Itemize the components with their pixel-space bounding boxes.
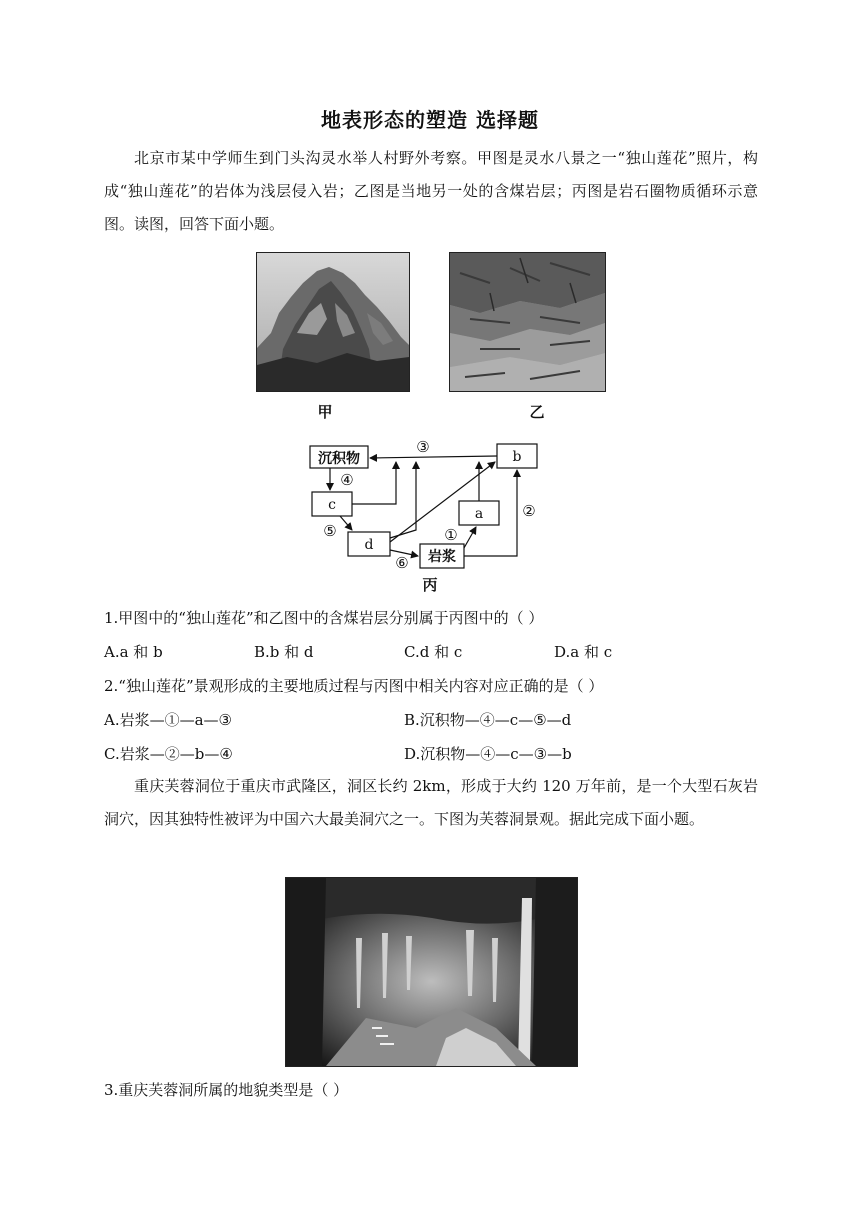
label-a: a xyxy=(474,506,484,522)
rock-cycle-diagram xyxy=(300,432,560,594)
page-title: 地表形态的塑造 选择题 xyxy=(321,108,539,132)
intro-paragraph-2: 重庆芙蓉洞位于重庆市武隆区，洞区长约 2km，形成于大约 120 万年前，是一个大型石灰岩洞穴，因其独特性被评为中国六大最美洞穴之一。下图为芙蓉洞景观。据此完成下面小题。 xyxy=(104,777,758,828)
question-1-option-d: D.a 和 c xyxy=(554,643,613,661)
mountain-image xyxy=(257,253,409,391)
question-1-option-a: A.a 和 b xyxy=(104,643,163,661)
arrow-b-to-sediment xyxy=(370,456,497,458)
label-n6: ⑥ xyxy=(395,554,409,572)
question-2-option-c: C.岩浆—②—b—④ xyxy=(104,745,233,763)
label-sediment: 沉积物 xyxy=(318,451,360,467)
question-2-option-d: D.沉积物—④—c—③—b xyxy=(404,745,572,763)
question-1-option-b: B.b 和 d xyxy=(254,643,314,661)
cave-image xyxy=(286,878,577,1066)
intro-paragraph-1: 北京市某中学师生到门头沟灵水举人村野外考察。甲图是灵水八景之一“独山莲花”照片，构成“独山莲花”的岩体为浅层侵入岩；乙图是当地另一处的含煤岩层；丙图是岩石圈物质循环示意图。读图，回答下面小题。 xyxy=(104,149,758,233)
label-n2: ② xyxy=(522,502,536,520)
label-n3: ③ xyxy=(416,438,430,456)
question-2-stem: 2.“独山莲花”景观形成的主要地质过程与丙图中相关内容对应正确的是（ ） xyxy=(104,677,604,695)
caption-jia: 甲 xyxy=(317,403,333,421)
photo-cave xyxy=(285,877,578,1067)
question-1-option-c: C.d 和 c xyxy=(404,643,463,661)
arrow-magma-to-a xyxy=(464,527,476,548)
photo-jia-mountain xyxy=(256,252,410,392)
question-1-stem: 1.甲图中的“独山莲花”和乙图中的含煤岩层分别属于丙图中的（ ） xyxy=(104,609,544,627)
arrow-c-to-d xyxy=(340,516,352,530)
label-magma: 岩浆 xyxy=(428,549,456,565)
question-3-stem: 3.重庆芙蓉洞所属的地貌类型是（ ） xyxy=(104,1081,349,1099)
label-n4: ④ xyxy=(340,471,354,489)
caption-yi: 乙 xyxy=(529,403,545,421)
label-n1: ① xyxy=(444,526,458,544)
arrow-d-uplift xyxy=(390,462,416,538)
label-b: b xyxy=(512,449,522,465)
photo-yi-strata xyxy=(449,252,606,392)
strata-image xyxy=(450,253,605,391)
label-c: c xyxy=(328,497,336,513)
question-2-option-b: B.沉积物—④—c—⑤—d xyxy=(404,711,572,729)
caption-bing: 丙 xyxy=(422,576,438,594)
question-2-option-a: A.岩浆—①—a—③ xyxy=(104,711,232,729)
label-d: d xyxy=(364,537,374,553)
label-n5: ⑤ xyxy=(323,522,337,540)
